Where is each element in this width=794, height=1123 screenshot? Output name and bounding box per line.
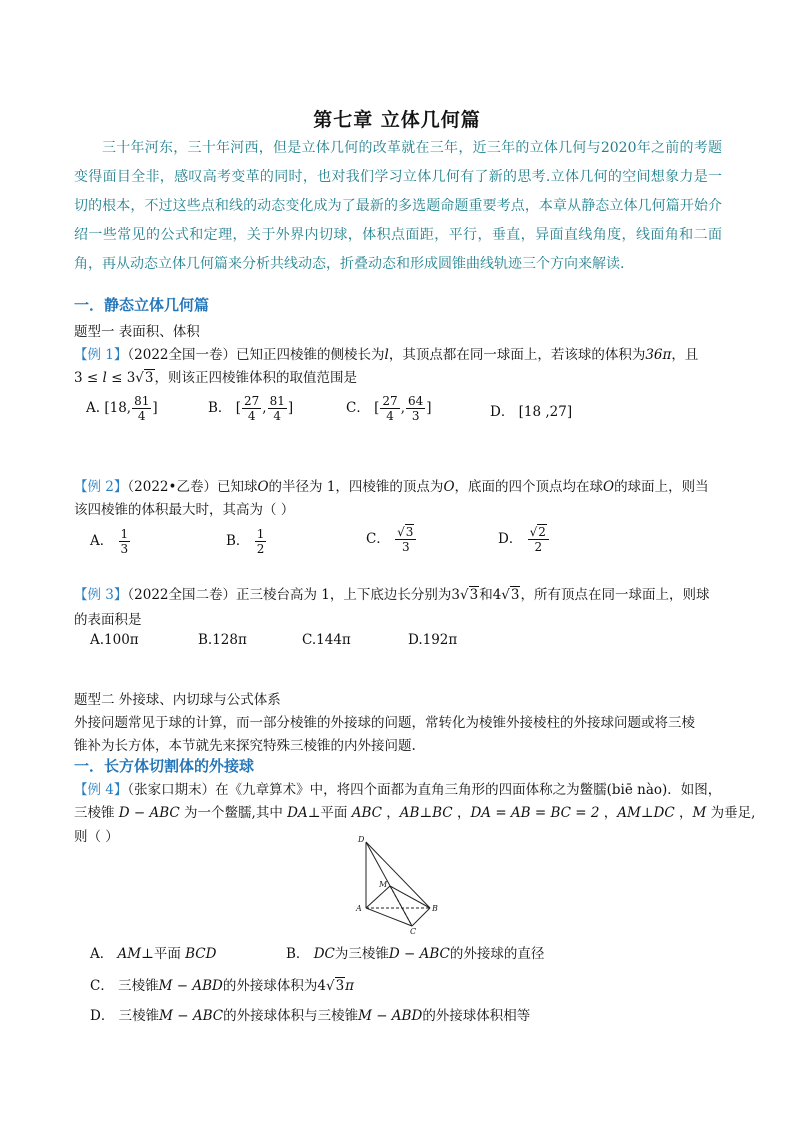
example2-option-b[interactable] (226, 527, 267, 556)
example3-option-d[interactable]: D.192π (408, 632, 458, 648)
example2-text: 的球面上，则当 (614, 479, 709, 495)
option-label: B． (286, 946, 310, 962)
example2-option-c[interactable] (366, 525, 417, 554)
option-text: ] (426, 400, 432, 416)
radicand: 3 (510, 587, 520, 603)
type2-heading: 题型二 外接球、内切球与公式体系 (74, 692, 281, 708)
example1-text: ，且 (671, 347, 699, 363)
example1-text: 已知正四棱锥的侧棱长为 (236, 347, 385, 363)
example2-option-a[interactable] (90, 527, 131, 556)
numerator: 81 (269, 394, 285, 408)
denominator: 2 (256, 542, 265, 556)
option-label: A． (90, 946, 114, 962)
math-expr: AB (399, 805, 420, 821)
option-label: B． (226, 533, 250, 549)
numerator: 27 (244, 394, 260, 408)
example3-line1 (74, 583, 734, 603)
example4-text: 为一个鳖臑,其中 (179, 805, 288, 821)
math-expr: AM (617, 805, 641, 821)
example4-text: ， (599, 805, 618, 821)
example4-line2 (74, 801, 756, 821)
sqrt-symbol: √3 (501, 587, 520, 603)
var-o: O (443, 479, 455, 495)
example1-line2 (74, 366, 734, 386)
numerator: 1 (256, 527, 265, 541)
math-expr: M − ABD (358, 1008, 423, 1024)
example3-text: 正三棱台高为 1，上下底边长分别为 (236, 587, 452, 603)
option-text: 的外接球的直径 (449, 946, 545, 962)
option-text: 为三棱锥 (334, 946, 389, 962)
option-text: 的外接球体积为 (222, 978, 318, 994)
math-expr: BC (432, 805, 453, 821)
pi-symbol: π (345, 978, 355, 994)
cond-text: 3 ≤ (74, 370, 103, 386)
var-o: O (257, 479, 269, 495)
option-text: ⊥平面 (141, 946, 181, 962)
label-m: M (379, 880, 388, 889)
example1-text: ，则该正四棱锥体积的取值范围是 (154, 370, 357, 386)
value: 3 (451, 587, 460, 603)
option-label: D． (498, 531, 523, 547)
edge-ac (366, 908, 412, 926)
math-expr: D − ABC (388, 946, 450, 962)
edge-bc (412, 908, 430, 926)
chapter-title: 第七章 立体几何篇 (313, 109, 481, 131)
example4-line1 (74, 778, 734, 798)
example1-tag: 【例 1】 (74, 347, 128, 363)
example4-line3: 则（ ） (74, 829, 119, 845)
math-expr: DA (287, 805, 308, 821)
edge-db (366, 842, 430, 908)
denominator: 3 (120, 542, 129, 556)
denominator: 4 (273, 409, 282, 423)
option-text: ] (287, 400, 294, 416)
math-expr: DC (313, 946, 335, 962)
option-text: ] (152, 400, 158, 416)
option-label: A. (86, 400, 101, 416)
radicand: 3 (335, 978, 345, 994)
example2-text: ，底面的四个顶点均在球 (454, 479, 604, 495)
example1-source: （2022全国一卷） (127, 347, 236, 363)
section-heading-static: 一．静态立体几何篇 (74, 296, 210, 314)
example4-text: 为垂足, (706, 805, 756, 821)
denominator: 3 (401, 540, 410, 554)
denominator: 4 (386, 409, 394, 423)
example3-text: ，所有顶点在同一球面上，则球 (520, 587, 710, 603)
option-label: C． (366, 531, 390, 547)
option-text: [18, (104, 400, 132, 416)
numerator: 81 (134, 394, 150, 408)
sqrt-symbol: √3 (459, 587, 479, 603)
numerator: 64 (408, 394, 424, 408)
example4-text: ⊥ (419, 805, 433, 821)
math-expr: DA = AB = BC = 2 (470, 805, 600, 821)
fraction (528, 525, 549, 554)
example3-source: （2022全国二卷） (127, 587, 236, 603)
fraction (268, 394, 287, 423)
option-text: 三棱锥 (118, 978, 159, 994)
example2-text: 的半径为 1，四棱锥的顶点为 (268, 479, 444, 495)
value: 4 (317, 978, 326, 994)
example4-text: ， (674, 805, 693, 821)
value: 4 (492, 587, 502, 603)
cond-text: ≤ 3 (106, 370, 136, 386)
volume-value: 36π (645, 347, 672, 363)
option-label: B． (208, 400, 232, 416)
fraction (406, 394, 425, 423)
math-expr: DC (653, 805, 675, 821)
denominator: 4 (137, 409, 146, 423)
option-label: D． (490, 404, 515, 420)
fraction (255, 527, 267, 556)
example4-option-a[interactable] (90, 942, 216, 962)
option-label: C． (346, 400, 370, 416)
math-expr: M − ABC (159, 1008, 224, 1024)
numerator: √2 (528, 525, 549, 540)
example1-option-b[interactable] (208, 394, 293, 423)
option-text: , (400, 400, 405, 416)
segment-am (366, 886, 390, 908)
type2-description-line2: 锥补为长方体，本节就先来探究特殊三棱锥的内外接问题. (74, 738, 416, 754)
example4-option-c[interactable] (90, 974, 354, 994)
option-text: [ (374, 400, 380, 416)
numerator: 27 (382, 394, 398, 408)
tetrahedron-figure (352, 832, 448, 936)
example4-text: ⊥ (640, 805, 654, 821)
example3-option-c[interactable]: C.144π (302, 632, 351, 648)
example1-option-a[interactable] (86, 394, 158, 423)
example4-text: ， (381, 805, 400, 821)
example1-line1 (74, 343, 734, 363)
example2-text: 已知球 (216, 479, 258, 495)
fraction (380, 394, 399, 423)
option-text: 三棱锥 (118, 1008, 160, 1024)
example1-option-c[interactable] (346, 394, 432, 423)
denominator: 4 (247, 409, 256, 423)
option-text: 的外接球体积与三棱锥 (223, 1008, 359, 1024)
example4-tag: 【例 4】 (74, 782, 128, 798)
type1-heading: 题型一 表面积、体积 (74, 324, 200, 340)
example4-text: ⊥平面 (307, 805, 352, 821)
sqrt-symbol: √3 (325, 978, 345, 994)
radicand: 3 (469, 587, 479, 603)
denominator: 2 (534, 540, 543, 554)
radicand: 3 (144, 370, 154, 386)
example4-text: 三棱锥 (74, 805, 119, 821)
math-expr: ABC (351, 805, 382, 821)
denominator: 3 (411, 409, 420, 423)
example2-tag: 【例 2】 (74, 479, 128, 495)
label-a: A (356, 904, 362, 913)
fraction (242, 394, 261, 423)
option-label: A． (90, 533, 114, 549)
example2-line1 (74, 475, 734, 495)
example3-text: 和 (479, 587, 493, 603)
math-expr: M − ABD (158, 978, 223, 994)
label-d: D (358, 835, 365, 844)
fraction (395, 525, 416, 554)
example4-option-b[interactable] (286, 942, 544, 962)
option-text: [18 ,27] (518, 404, 573, 420)
option-label: C． (90, 978, 114, 994)
var-l: l (384, 347, 389, 363)
example4-text: ， (452, 805, 471, 821)
fraction (119, 527, 131, 556)
example2-line2: 该四棱锥的体积最大时，其高为（ ） (74, 502, 295, 518)
radicand: 2 (538, 525, 546, 539)
numerator: 1 (120, 527, 129, 541)
example2-source: （2022•乙卷） (127, 479, 217, 495)
math-expr: AM (117, 946, 142, 962)
example3-option-a[interactable]: A.100π (90, 632, 139, 648)
numerator: √3 (395, 525, 416, 540)
math-expr: D − ABC (118, 805, 180, 821)
label-b: B (432, 904, 438, 913)
section-heading-circumscribed: 一．长方体切割体的外接球 (74, 757, 255, 775)
math-expr: BCD (185, 946, 217, 962)
option-label: D． (90, 1008, 115, 1024)
example2-option-d[interactable] (498, 525, 550, 554)
option-text: , (262, 400, 267, 416)
example1-option-d[interactable] (490, 400, 572, 420)
var-l: l (102, 370, 107, 386)
label-c: C (410, 927, 417, 936)
fraction (132, 394, 151, 423)
example3-tag: 【例 3】 (74, 587, 128, 603)
radicand: 3 (405, 525, 414, 539)
var-o: O (603, 479, 615, 495)
example3-line2: 的表面积是 (74, 612, 142, 628)
intro-paragraph: 三十年河东，三十年河西，但是立体几何的改革就在三年，近三年的立体几何与2020年之前的考题变得面目全非，感叹高考变革的同时，也对我们学习立体几何有了新的思考.立体几何的空间想象力是一切的根本，不过这些点和线的动态变化成为了最新的多选题命题重要考点，本章从静态立体几何篇开始介绍一些常见的公式和定理，关于外界内切球，体积点面距，平行，垂直，异面直线角度，线面角和二面角，再从动态立体几何篇来分析共线动态，折叠动态和形成圆锥曲线轨迹三个方向来解读. (74, 140, 722, 272)
math-expr: M (692, 805, 707, 821)
example4-option-d[interactable] (90, 1004, 530, 1024)
type2-description-line1: 外接问题常见于球的计算，而一部分棱锥的外接球的问题，常转化为棱锥外接棱柱的外接球问题或将三棱 (74, 715, 695, 731)
example4-text: （张家口期末）在《九章算术》中，将四个面都为直角三角形的四面体称之为鳖臑(biē nào)．如图， (127, 782, 722, 798)
sqrt-symbol: √3 (135, 370, 154, 386)
example1-text: ，其顶点都在同一球面上，若该球的体积为 (388, 347, 646, 363)
option-text: 的外接球体积相等 (422, 1008, 531, 1024)
example3-option-b[interactable]: B.128π (198, 632, 247, 648)
option-text: [ (235, 400, 241, 416)
